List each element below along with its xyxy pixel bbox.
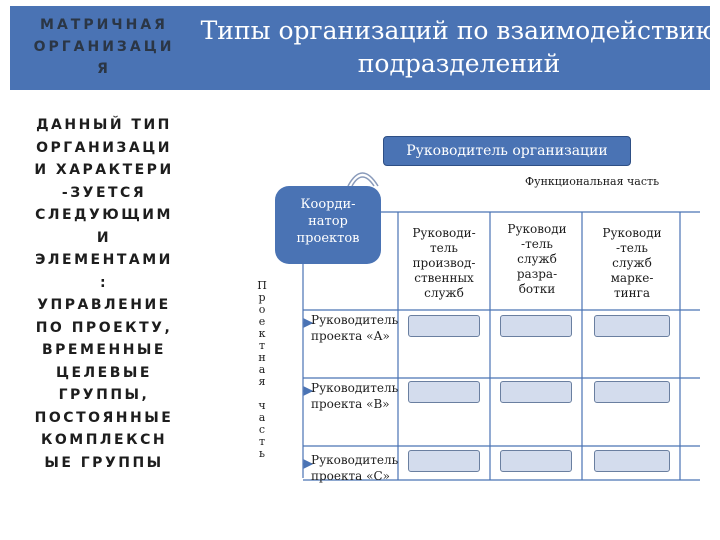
project-b-manager: Руководитель проекта «В» <box>311 381 399 411</box>
matrix-cell-b-development <box>500 381 572 403</box>
department-head-development: Руководи -тель служб разра- ботки <box>507 222 567 296</box>
matrix-cell-c-development <box>500 450 572 472</box>
matrix-cell-a-development <box>500 315 572 337</box>
project-a-manager: Руководитель проекта «А» <box>311 313 399 343</box>
matrix-cell-c-marketing <box>594 450 670 472</box>
page-title: Типы организаций по взаимодействию подразделений <box>200 16 718 78</box>
matrix-cell-b-marketing <box>594 381 670 403</box>
organization-head-box: Руководитель организации <box>383 136 631 166</box>
department-head-production: Руководи- тель производ- ственных служб <box>412 226 476 300</box>
left-panel-title: МАТРИЧНАЯ ОРГАНИЗАЦИ Я <box>33 17 175 77</box>
matrix-cell-c-production <box>408 450 480 472</box>
functional-part-label: Функциональная часть <box>525 175 660 188</box>
project-c-manager: Руководитель проекта «С» <box>311 453 399 483</box>
matrix-cell-a-production <box>408 315 480 337</box>
matrix-cell-a-marketing <box>594 315 670 337</box>
department-head-marketing: Руководи -тель служб марке- тинга <box>602 226 662 300</box>
project-part-label: П р о е к т н а я ч а с т ь <box>257 279 267 460</box>
matrix-cell-b-production <box>408 381 480 403</box>
head-to-coordinator-link <box>352 177 374 186</box>
project-coordinator-box: Коорди- натор проектов <box>275 186 381 264</box>
left-panel-description: ДАННЫЙ ТИП ОРГАНИЗАЦИ И ХАРАКТЕРИ -ЗУЕТСЯ СЛЕДУЮЩИМ И ЭЛЕМЕНТАМИ : УПРАВЛЕНИЕ ПО ПРОЕКТУ, ВРЕМЕННЫЕ ЦЕЛЕВЫЕ ГРУППЫ, ПОСТОЯННЫЕ КОМПЛЕКСН ЫЕ ГРУППЫ <box>34 117 174 471</box>
